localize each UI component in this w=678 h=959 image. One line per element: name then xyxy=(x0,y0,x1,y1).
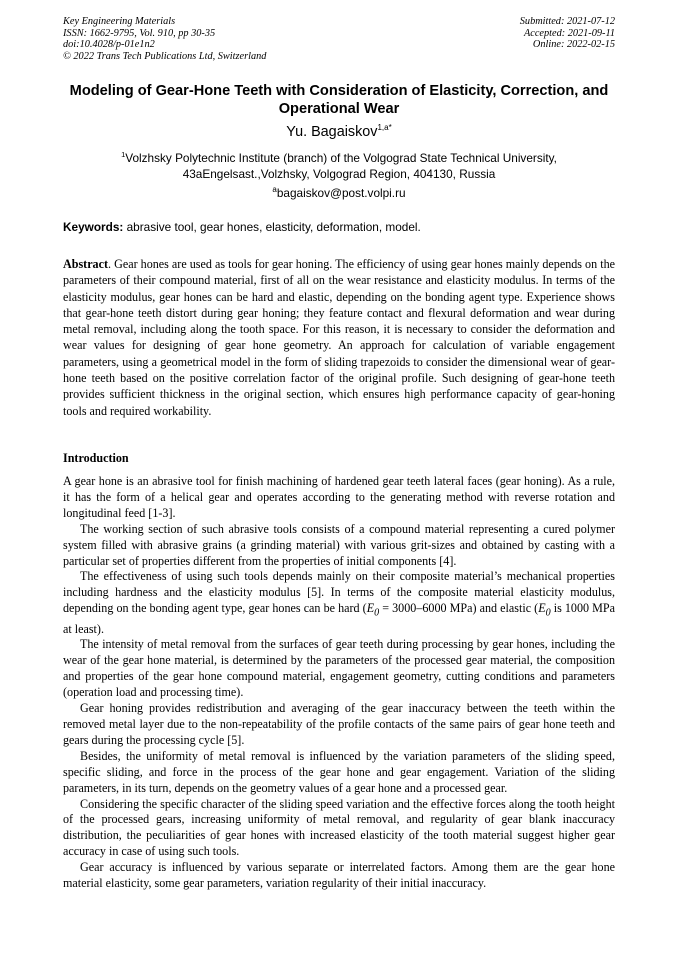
affiliation xyxy=(63,150,615,182)
paragraph: Besides, the uniformity of metal removal is influenced by the variation parameters of the sliding speed, specific sliding, and force in the process of the gear hone and gear engagement. Variation of the sliding parameters, in its turn, depends on the geometry values of a gear hone and a processed gear. xyxy=(63,748,615,795)
journal-header xyxy=(63,16,266,62)
paragraph: Considering the specific character of the sliding speed variation and the effective forces along the tooth height of the processed gears, increasing uniformity of metal removal, and regularity of gear blank inaccuracy distribution, the peculiarities of gear hones with increased elasticity of the tooth material suggest higher gear accuracy in case of using such tools. xyxy=(63,796,615,859)
journal-issn: ISSN: 1662-9795, Vol. 910, pp 30-35 xyxy=(63,27,216,39)
keywords-text: abrasive tool, gear hones, elasticity, deformation, model. xyxy=(126,220,421,234)
paragraph: The working section of such abrasive tools consists of a compound material representing a cured polymer system filled with abrasive grains (a grinding material) with various grit-sizes and obtained by casting with a particular set of properties different from the properties of initial components [4]. xyxy=(63,521,615,568)
author-name: Yu. Bagaiskov xyxy=(286,124,378,140)
journal-copyright: © 2022 Trans Tech Publications Ltd, Switzerland xyxy=(63,50,267,62)
author-line xyxy=(63,124,615,141)
paragraph: Gear honing provides redistribution and averaging of the gear inaccuracy between the teeth within the removed metal layer due to the non-repeatability of the profile contacts of the same pairs of gear hone teeth and gears during the processing cycle [5]. xyxy=(63,701,615,747)
paragraph: A gear hone is an abrasive tool for finish machining of hardened gear teeth lateral faces (gear honing). As a rule, it has the form of a helical gear and operates according to the generating method with reverse rotation and longitudinal feed [1-3]. xyxy=(63,474,615,520)
paragraph-text: = 3000–6000 MPa) and elastic ( xyxy=(379,601,539,616)
paragraph: The intensity of metal removal from the surfaces of gear teeth during processing by gear hones, including the wear of the gear hone material, is determined by the parameters of the processed gear material, the composition and properties of the gear hone compound material, engagement geometry, cutting conditions and parameters (operation load and processing time). xyxy=(63,637,615,700)
email-sup: a xyxy=(272,185,277,195)
keywords-label: Keywords: xyxy=(63,220,124,234)
dates-header xyxy=(520,16,615,51)
symbol-e: E xyxy=(366,601,375,616)
affiliation-text: Volzhsky Polytechnic Institute (branch) of the Volgograd State Technical University, 43aEngelsast.,Volzhsky, Volgograd Region, 404130, Russia xyxy=(125,151,557,181)
paragraph: Gear accuracy is influenced by various separate or interrelated factors. Among them are the gear hone material elasticity, some gear parameters, variation regularity of their initial inaccuracy. xyxy=(63,860,615,891)
keywords xyxy=(63,220,615,235)
modulus-symbol xyxy=(366,601,380,619)
abstract xyxy=(63,256,615,419)
modulus-symbol xyxy=(538,601,551,619)
affiliation-sup: 1 xyxy=(121,150,126,160)
paper-title: Modeling of Gear-Hone Teeth with Consideration of Elasticity, Correction, and Operational Wear xyxy=(69,83,609,117)
abstract-label: Abstract xyxy=(63,257,109,271)
symbol-e: E xyxy=(538,601,546,616)
submitted-date: Submitted: 2021-07-12 xyxy=(519,16,615,27)
accepted-date: Accepted: 2021-09-11 xyxy=(523,27,615,39)
paragraph-text: The effectiveness of using such tools depends mainly on their composite material’s mechanical properties including hardness and the elasticity modulus [5]. In terms of the composite material elasticity modulus, depending on the bonding agent type, gear hones can be hard ( xyxy=(63,569,615,616)
paragraph xyxy=(63,569,615,637)
abstract-text: . Gear hones are used as tools for gear honing. The efficiency of using gear hones mainly depends on the parameters of their compound material, first of all on the wear resistance and elasticity modulus. In terms of the elasticity modulus, gear hones can be hard and elastic, depending on the bonding agent type. Experience shows that gear-hone teeth distort during gear honing; they feature contact and flexural deformation and wear during metal removal, including along the tooth space. For this reason, it is necessary to consider the deformation and wear values for designing of gear hone geometry. An approach for calculation of variable engagement parameters, using a geometrical model in the form of sliding trapezoids to consider the dimensional wear of gear-hone teeth based on the positive correlation factor of the original profile. Such designing of gear-hone teeth provides sufficient thickness in the original section, which ensures high performance capacity of gear-honing tools and required workability. xyxy=(63,257,615,418)
introduction-body xyxy=(63,474,615,892)
paragraph-text: is 1000 MPa at least). xyxy=(63,601,616,636)
journal-doi: doi:10.4028/p-01e1n2 xyxy=(63,39,155,51)
author-sup: 1,a* xyxy=(377,123,392,133)
journal-name: Key Engineering Materials xyxy=(63,16,176,27)
section-heading-introduction: Introduction xyxy=(63,451,129,465)
online-date: Online: 2022-02-15 xyxy=(532,39,615,51)
symbol-sub: 0 xyxy=(545,607,551,619)
symbol-sub: 0 xyxy=(374,607,380,619)
author-email xyxy=(63,186,615,201)
email-text[interactable]: bagaiskov@post.volpi.ru xyxy=(276,186,406,200)
